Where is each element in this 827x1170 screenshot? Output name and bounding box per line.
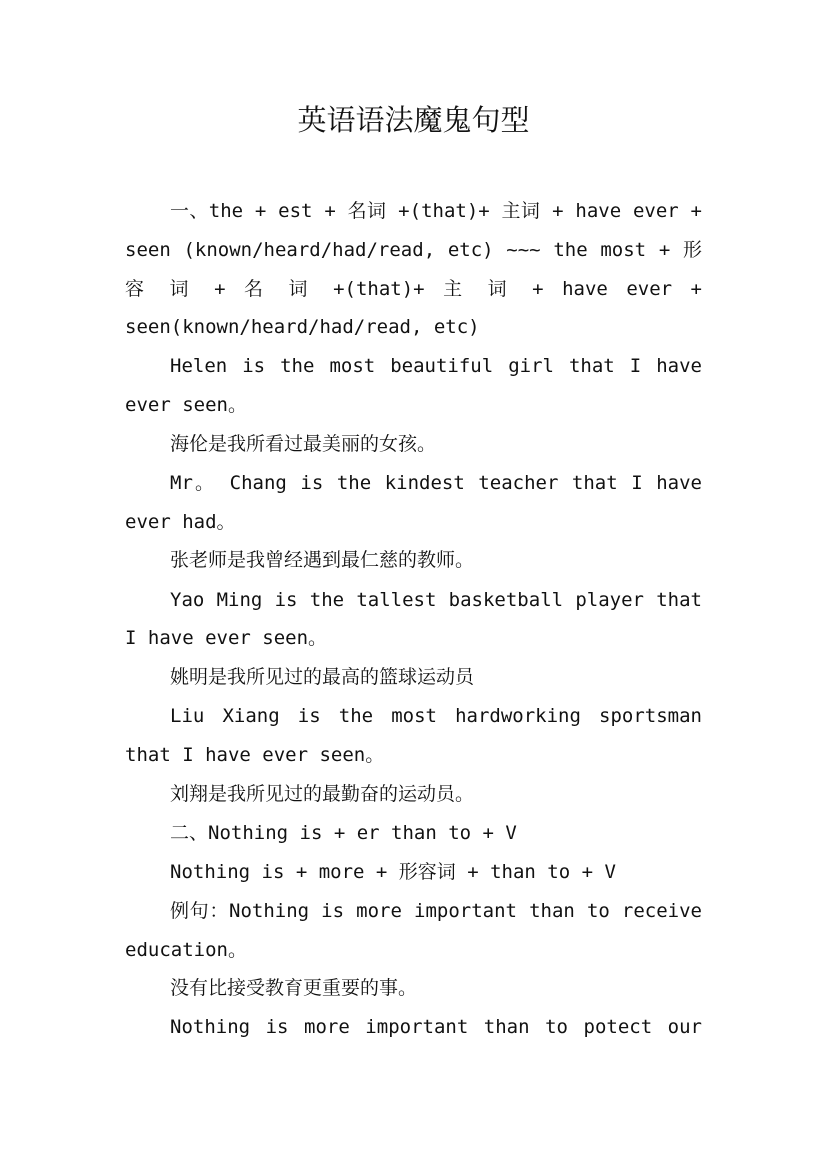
- example-1-chinese: 海伦是我所看过最美丽的女孩。: [170, 433, 437, 455]
- section-1-heading-line-4: seen(known/heard/had/read, etc): [125, 316, 480, 338]
- example-1-english-line-1: Helen is the most beautiful girl that I have: [170, 355, 702, 377]
- section-2-heading-line-1: 二、Nothing is + er than to + V: [170, 822, 517, 844]
- section-2-example-2-line-1: Nothing is more important than to potect our: [170, 1016, 702, 1038]
- section-1-heading-line-2: seen (known/heard/had/read, etc) ~~~ the most + 形: [125, 239, 702, 261]
- example-2-english-line-2: ever had。: [125, 511, 236, 533]
- section-1-heading-line-1: 一、the + est + 名词 +(that)+ 主词 + have ever +: [170, 200, 702, 222]
- section-2-example-line-2: education。: [125, 939, 247, 961]
- section-1-heading-line-3: 容 词 + 名 词 +(that)+ 主 词 + have ever +: [125, 278, 702, 300]
- example-2-english-line-1: Mr。 Chang is the kindest teacher that I have: [170, 472, 702, 494]
- example-1-english-line-2: ever seen。: [125, 394, 247, 416]
- example-3-english-line-2: I have ever seen。: [125, 627, 328, 649]
- section-2-heading-line-2: Nothing is + more + 形容词 + than to + V: [170, 861, 616, 883]
- example-4-english-line-2: that I have ever seen。: [125, 744, 385, 766]
- section-2-example-line-1: 例句：Nothing is more important than to receive: [170, 900, 702, 922]
- example-3-chinese: 姚明是我所见过的最高的篮球运动员: [170, 666, 475, 688]
- section-2-example-chinese: 没有比接受教育更重要的事。: [170, 977, 418, 999]
- example-3-english-line-1: Yao Ming is the tallest basketball player that: [170, 589, 702, 611]
- example-4-chinese: 刘翔是我所见过的最勤奋的运动员。: [170, 783, 475, 805]
- example-2-chinese: 张老师是我曾经遇到最仁慈的教师。: [170, 549, 475, 571]
- document-title: 英语语法魔鬼句型: [297, 103, 530, 137]
- example-4-english-line-1: Liu Xiang is the most hardworking sportsman: [170, 705, 702, 727]
